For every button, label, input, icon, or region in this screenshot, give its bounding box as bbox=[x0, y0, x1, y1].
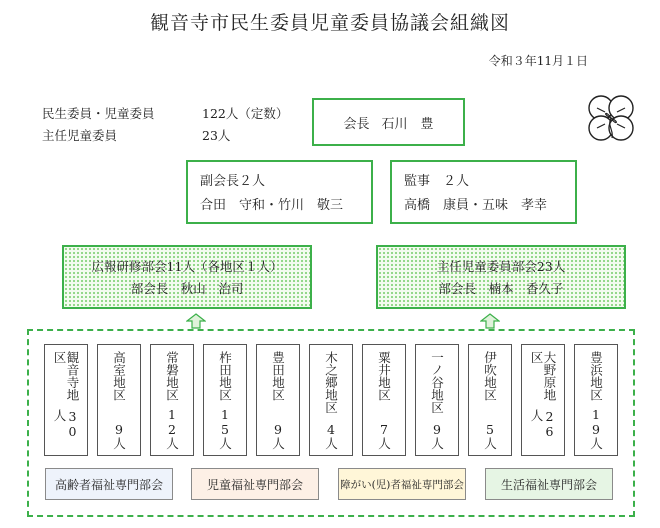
district-name: 柞田地区 bbox=[217, 351, 233, 401]
district-count: 26人 bbox=[529, 409, 557, 440]
dept-elderly: 高齢者福祉専門部会 bbox=[45, 468, 173, 500]
district-name: 木之郷地区 bbox=[323, 351, 339, 414]
district-name: 常磐地区 bbox=[164, 351, 180, 401]
chief-committee-head: 部会長 楠本 香久子 bbox=[438, 281, 564, 296]
dept-disability: 障がい(児)者福祉専門部会 bbox=[338, 468, 466, 500]
district-count: 5人 bbox=[482, 421, 498, 449]
district-count: 30人 bbox=[52, 409, 80, 440]
chairman-box bbox=[312, 98, 465, 146]
district-name: 一ノ谷地区 bbox=[429, 351, 445, 414]
district-count: 9人 bbox=[429, 421, 445, 449]
district-count: 12人 bbox=[164, 406, 180, 449]
vice-names: 合田 守和・竹川 敬三 bbox=[200, 198, 344, 213]
pr-committee-box bbox=[62, 245, 312, 309]
district-name: 伊吹地区 bbox=[482, 351, 498, 401]
stat-row-members bbox=[42, 103, 288, 125]
chief-committee-title: 主任児童委員部会23人 bbox=[436, 259, 566, 274]
district-box bbox=[203, 344, 247, 456]
stat-value: 23人 bbox=[202, 128, 231, 143]
vice-chairman-box bbox=[186, 160, 373, 224]
auditor-title: 監事 ２人 bbox=[404, 174, 470, 189]
district-box bbox=[362, 344, 406, 456]
district-count: 4人 bbox=[323, 421, 339, 449]
vice-title: 副会長２人 bbox=[200, 174, 266, 189]
chairman-name: 石川 豊 bbox=[381, 116, 434, 132]
pr-committee-title: 広報研修部会11人（各地区１人） bbox=[91, 259, 283, 274]
dept-livelihood: 生活福祉専門部会 bbox=[485, 468, 613, 500]
member-stats bbox=[42, 103, 288, 147]
district-name: 観音寺地区 bbox=[52, 351, 80, 401]
district-name: 豊田地区 bbox=[270, 351, 286, 401]
district-count: 15人 bbox=[217, 406, 233, 449]
district-name: 豊浜地区 bbox=[588, 351, 604, 401]
district-box bbox=[97, 344, 141, 456]
district-count: 7人 bbox=[376, 421, 392, 449]
stat-label: 主任児童委員 bbox=[42, 128, 118, 143]
district-box bbox=[468, 344, 512, 456]
chief-committee-box bbox=[376, 245, 626, 309]
district-name: 大野原地区 bbox=[529, 351, 557, 401]
dept-children: 児童福祉専門部会 bbox=[191, 468, 319, 500]
district-box bbox=[415, 344, 459, 456]
up-arrow-icon bbox=[186, 313, 206, 329]
pr-committee-head: 部会長 秋山 治司 bbox=[130, 281, 244, 296]
district-box bbox=[309, 344, 353, 456]
district-count: 19人 bbox=[588, 406, 604, 449]
district-box bbox=[150, 344, 194, 456]
district-count: 9人 bbox=[111, 421, 127, 449]
stat-label: 民生委員・児童委員 bbox=[42, 106, 155, 121]
chairman-role: 会長 bbox=[343, 116, 370, 132]
stat-row-chief bbox=[42, 125, 288, 147]
district-count: 9人 bbox=[270, 421, 286, 449]
up-arrow-icon bbox=[480, 313, 500, 329]
district-box bbox=[256, 344, 300, 456]
page-title: 観音寺市民生委員児童委員協議会組織図 bbox=[149, 12, 510, 34]
clover-logo-icon bbox=[576, 88, 646, 150]
auditor-names: 高橋 康員・五味 孝幸 bbox=[404, 198, 548, 213]
auditor-box bbox=[390, 160, 577, 224]
district-box bbox=[574, 344, 618, 456]
district-name: 粟井地区 bbox=[376, 351, 392, 401]
stat-value: 122人（定数） bbox=[202, 106, 289, 121]
date-label: 令和３年11月１日 bbox=[488, 54, 588, 68]
district-box bbox=[521, 344, 565, 456]
district-box bbox=[44, 344, 88, 456]
district-name: 高室地区 bbox=[111, 351, 127, 401]
